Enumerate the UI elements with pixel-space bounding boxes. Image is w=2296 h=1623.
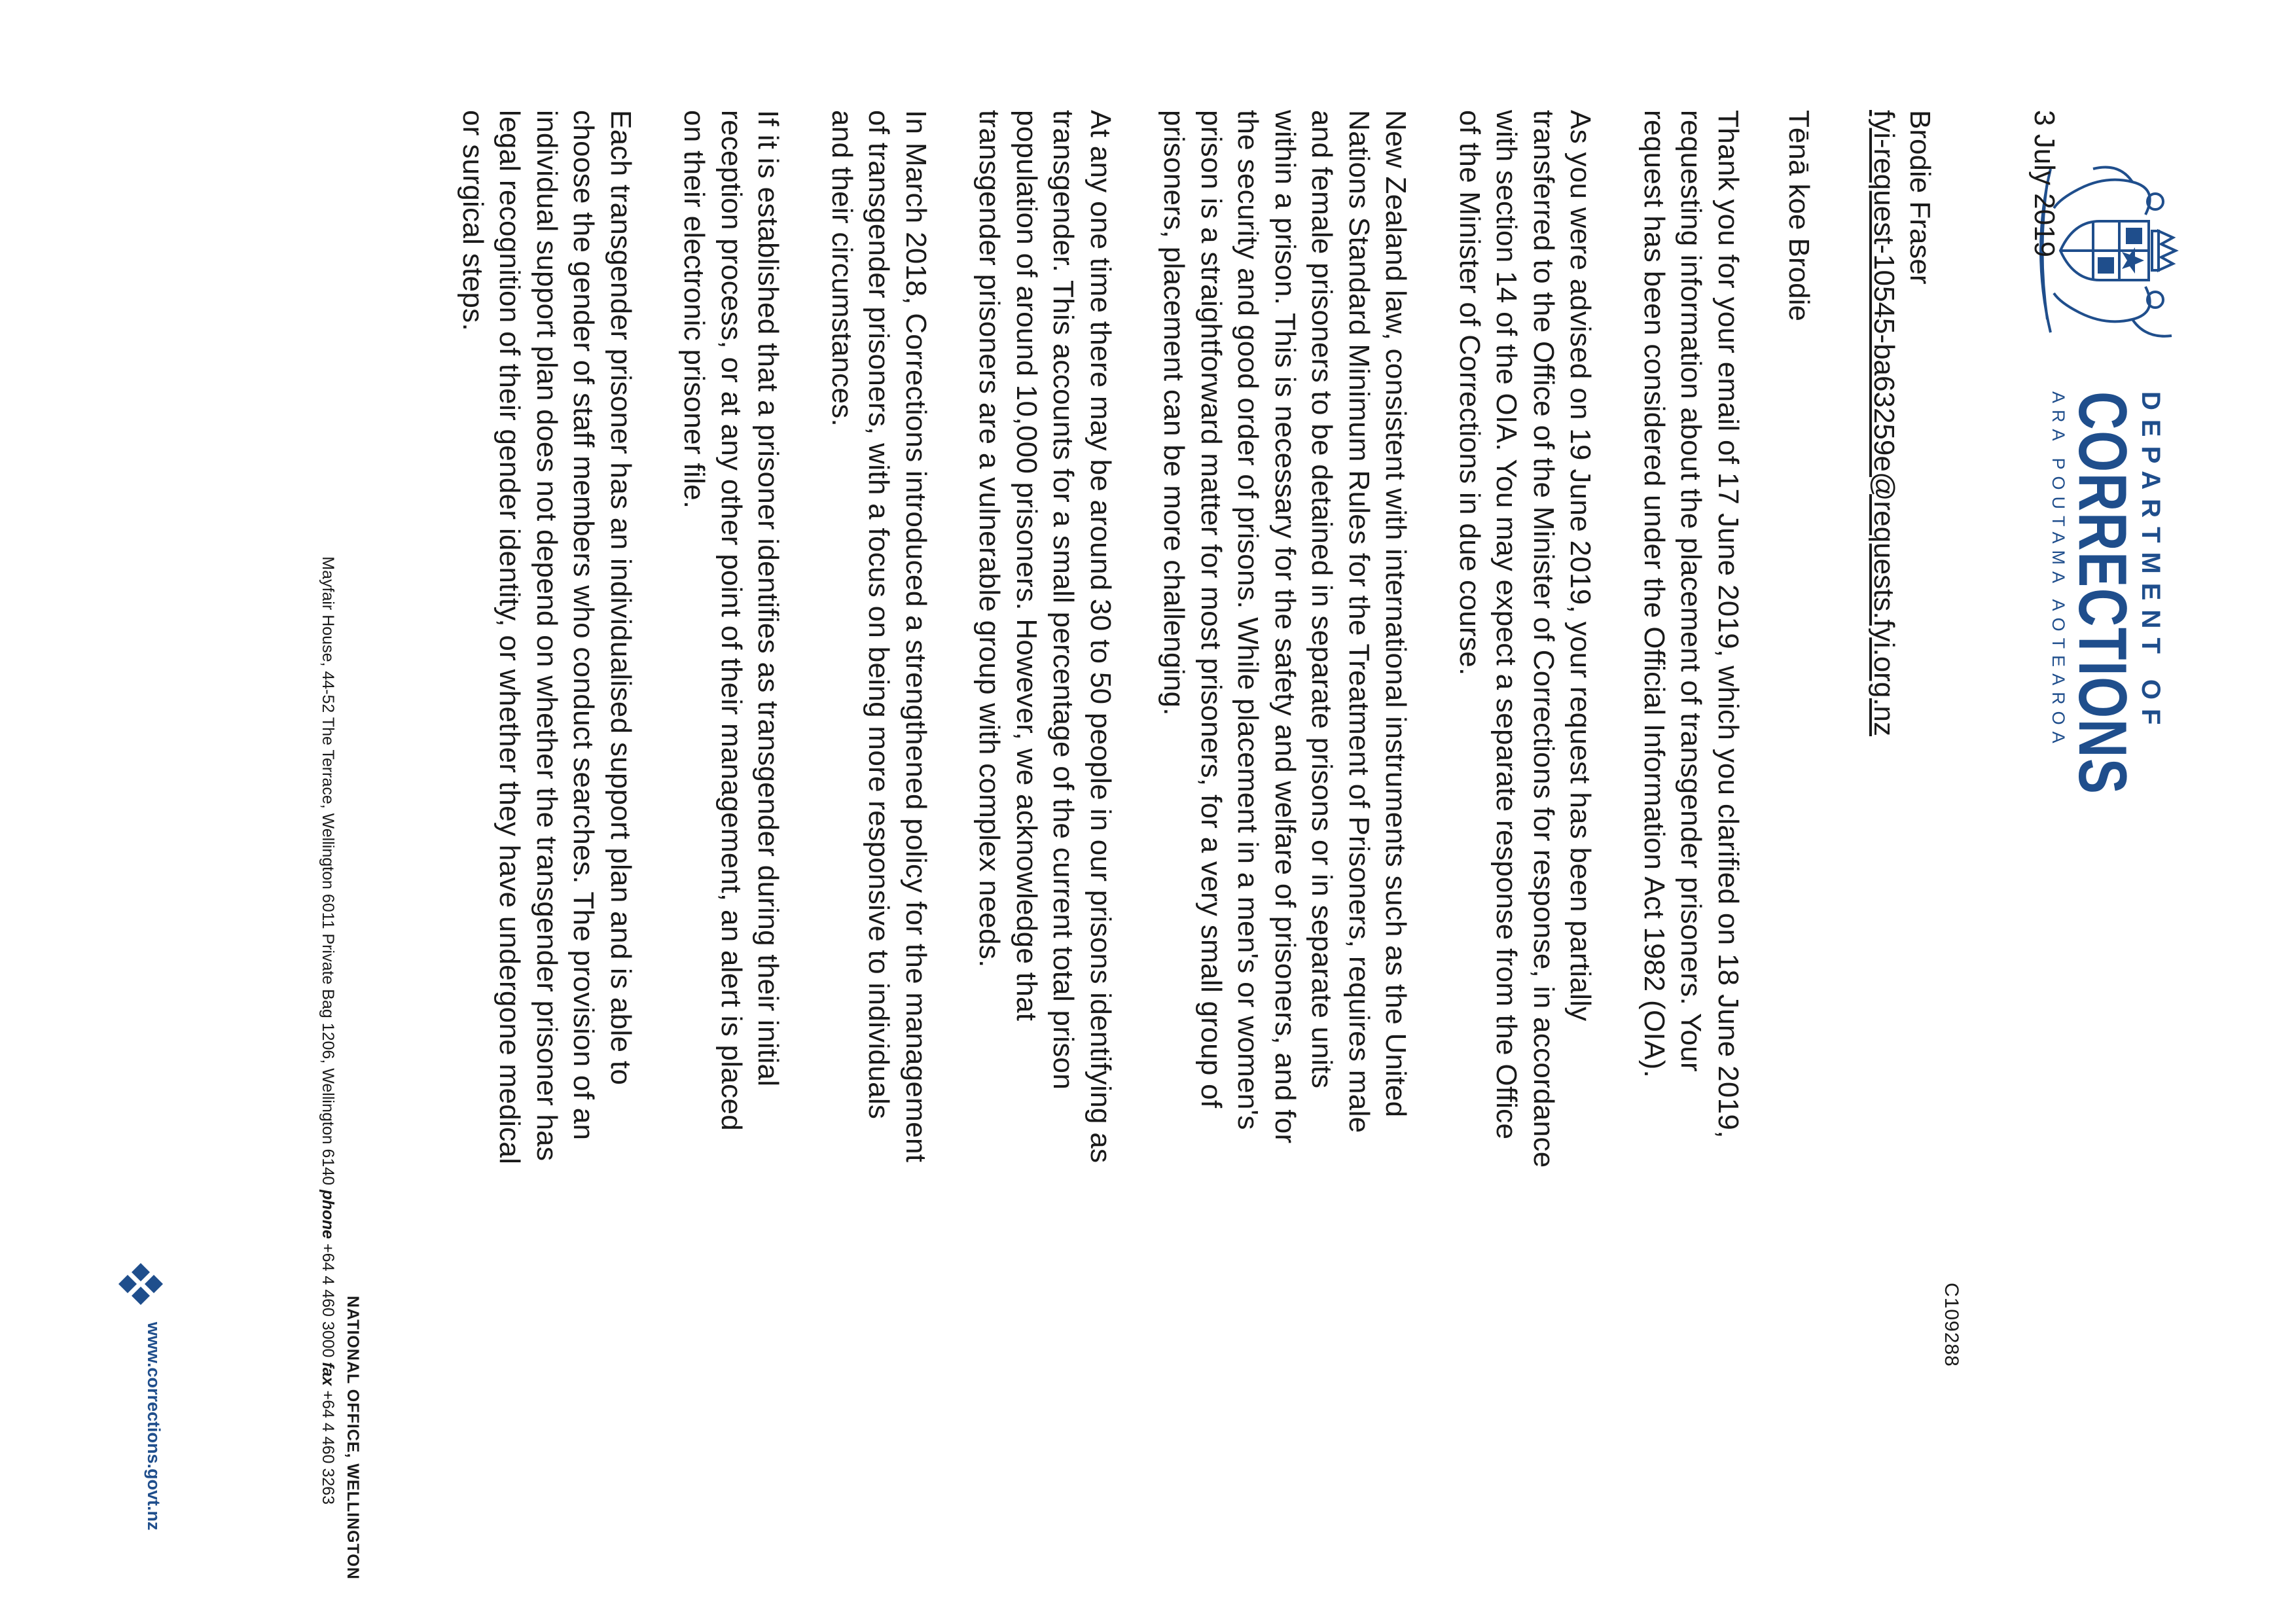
footer-address-line (318, 164, 337, 1505)
diamonds-logo-icon (113, 1258, 166, 1310)
footer-office: NATIONAL OFFICE, WELLINGTON (344, 1296, 362, 1580)
paragraph: New Zealand law, consistent with international instruments such as the United Nations Standard Minimum Rules for the Treatment of Prisoners, requires male and female prisoners to be detained in separate prisons or in separate units within a prison. This is necessary for the safety and welfare of prisoners, and for the security and good order of prisons. While placement in a men's or women's prison is a straightforward matter for most prisoners, for a very small group of prisoners, placement can be more challenging. (1158, 110, 1412, 1144)
footer-phone: +64 4 460 3000 (319, 1243, 337, 1358)
footer-address: Mayfair House, 44-52 The Terrace, Wellington 6011 Private Bag 1206, Wellington 6140 (319, 556, 337, 1186)
footer-fax-label: fax (319, 1362, 337, 1386)
paragraph: In March 2018, Corrections introduced a strengthened policy for the management of transgender prisoners, with a focus on being more responsive to individuals and their circumstances. (826, 110, 932, 1163)
brand-dept-line: DEPARTMENT OF (2136, 391, 2165, 734)
recipient-email-link[interactable]: fyi-request-10545-ba63259e@requests.fyi.org.nz (1868, 110, 1900, 736)
paragraph: As you were advised on 19 June 2019, your request has been partially transferred to the Office of the Minister of Corrections for response, in accordance with section 14 of the OIA. You may expect a separate response from the Office of the Minister of Corrections in due course. (1454, 110, 1597, 1168)
department-brand (2047, 391, 2165, 810)
salutation: Tēnā koe Brodie (1783, 110, 1815, 321)
paragraph: Each transgender prisoner has an individualised support plan and is able to choose the gender of staff members who conduct searches. The provision of an individual support plan does not depend on whether the transgender prisoner has legal recognition of their gender identity, or whether they have undergone medical or surgical steps. (457, 110, 637, 1165)
paragraph: Thank you for your email of 17 June 2019, which you clarified on 18 June 2019, requesting information about the placement of transgender prisoners. Your request has been considered under the Official Information Act 1982 (OIA). (1638, 110, 1744, 1139)
footer-fax: +64 4 460 3263 (319, 1390, 337, 1505)
paragraph: If it is established that a prisoner identifies as transgender during their initial reception process, or at any other point of their management, an alert is placed on their electronic prisoner file. (678, 110, 785, 1131)
recipient-name: Brodie Fraser (1904, 110, 1936, 285)
footer-phone-label: phone (319, 1190, 337, 1240)
website-link[interactable]: www.corrections.govt.nz (144, 1322, 164, 1531)
letter-body (418, 110, 1747, 1170)
brand-name: CORRECTIONS (2064, 391, 2140, 795)
brand-maori-name: ARA POUTAMA AOTEAROA (2049, 391, 2068, 750)
letter-date: 3 July 2019 (2028, 110, 2060, 258)
reference-number: C109288 (1941, 1283, 1962, 1367)
paragraph: At any one time there may be around 30 to 50 people in our prisons identifying as transgender. This accounts for a small percentage of the current total prison population of around 10,000 prisoners. However, we acknowledge that transgender prisoners are a vulnerable group with complex needs. (973, 110, 1117, 1164)
